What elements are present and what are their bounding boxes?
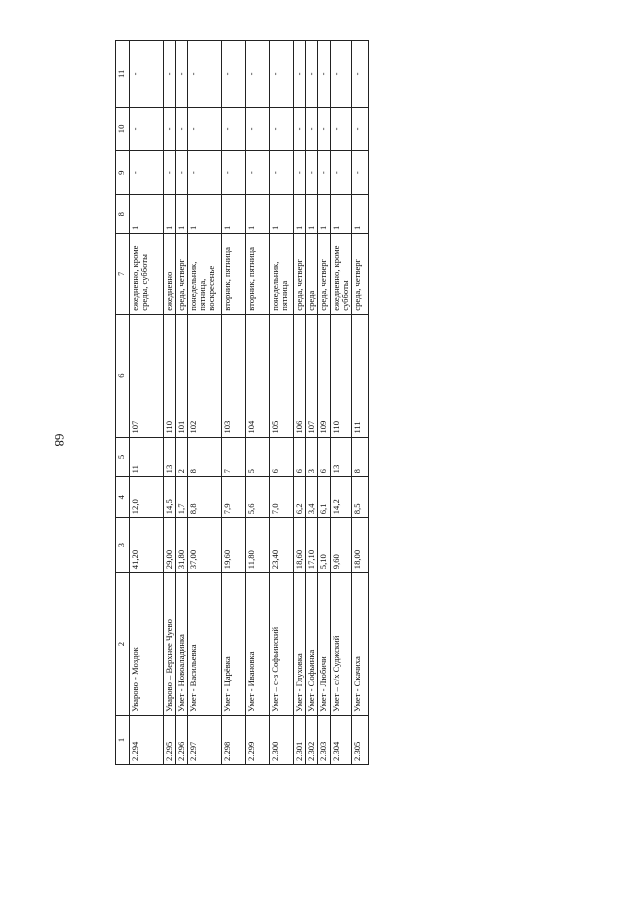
row-number-cell: 2.295 xyxy=(164,715,176,764)
col11-cell: - xyxy=(318,41,330,108)
schedule-cell: среда, четверг xyxy=(294,234,306,315)
col11-cell: - xyxy=(130,41,164,108)
col4-cell: 1,7 xyxy=(176,477,188,518)
col5-cell: 13 xyxy=(164,437,176,477)
col4-cell: 14,2 xyxy=(330,477,351,518)
col10-cell: - xyxy=(176,107,188,150)
schedule-cell: среда, четверг xyxy=(351,234,368,315)
col9-cell: - xyxy=(351,151,368,195)
col4-cell: 14,5 xyxy=(164,477,176,518)
col4-cell: 5,6 xyxy=(246,477,270,518)
table-row xyxy=(318,41,330,765)
col4-cell: 8,8 xyxy=(188,477,222,518)
table-row xyxy=(188,41,222,765)
table-row xyxy=(270,41,294,765)
distance-cell: 18,00 xyxy=(351,518,368,573)
column-header: 7 xyxy=(116,234,130,315)
col8-cell: 1 xyxy=(294,195,306,234)
col6-cell: 110 xyxy=(164,314,176,437)
route-name-cell: Умет - Софьинка xyxy=(306,573,318,716)
col8-cell: 1 xyxy=(176,195,188,234)
col6-cell: 107 xyxy=(130,314,164,437)
col9-cell: - xyxy=(294,151,306,195)
distance-cell: 11,80 xyxy=(246,518,270,573)
distance-cell: 23,40 xyxy=(270,518,294,573)
row-number-cell: 2.303 xyxy=(318,715,330,764)
col9-cell: - xyxy=(222,151,246,195)
col5-cell: 8 xyxy=(351,437,368,477)
col8-cell: 1 xyxy=(222,195,246,234)
col5-cell: 6 xyxy=(294,437,306,477)
schedule-cell: ежедневно, кроме среды, субботы xyxy=(130,234,164,315)
row-number-cell: 2.301 xyxy=(294,715,306,764)
schedule-cell: среда, четверг xyxy=(176,234,188,315)
col10-cell: - xyxy=(294,107,306,150)
col8-cell: 1 xyxy=(351,195,368,234)
col8-cell: 1 xyxy=(330,195,351,234)
col10-cell: - xyxy=(306,107,318,150)
table-row xyxy=(176,41,188,765)
col5-cell: 3 xyxy=(306,437,318,477)
col10-cell: - xyxy=(222,107,246,150)
col6-cell: 106 xyxy=(294,314,306,437)
col8-cell: 1 xyxy=(164,195,176,234)
col10-cell: - xyxy=(164,107,176,150)
col8-cell: 1 xyxy=(246,195,270,234)
col5-cell: 13 xyxy=(330,437,351,477)
route-name-cell: Умет - Глуховка xyxy=(294,573,306,716)
col6-cell: 107 xyxy=(306,314,318,437)
col10-cell: - xyxy=(130,107,164,150)
distance-cell: 5,10 xyxy=(318,518,330,573)
route-name-cell: Умет - Васильевка xyxy=(188,573,222,716)
routes-table xyxy=(115,40,369,765)
col6-cell: 104 xyxy=(246,314,270,437)
schedule-cell: ежедневно, кроме субботы xyxy=(330,234,351,315)
col11-cell: - xyxy=(294,41,306,108)
distance-cell: 9,60 xyxy=(330,518,351,573)
column-header: 11 xyxy=(116,41,130,108)
col8-cell: 1 xyxy=(318,195,330,234)
schedule-cell: среда xyxy=(306,234,318,315)
col10-cell: - xyxy=(330,107,351,150)
col9-cell: - xyxy=(246,151,270,195)
col5-cell: 2 xyxy=(176,437,188,477)
col4-cell: 7,9 xyxy=(222,477,246,518)
col6-cell: 105 xyxy=(270,314,294,437)
col8-cell: 1 xyxy=(306,195,318,234)
col9-cell: - xyxy=(270,151,294,195)
route-name-cell: Умет - Любичи xyxy=(318,573,330,716)
table-row xyxy=(164,41,176,765)
col10-cell: - xyxy=(270,107,294,150)
col5-cell: 6 xyxy=(270,437,294,477)
distance-cell: 31,80 xyxy=(176,518,188,573)
column-header: 10 xyxy=(116,107,130,150)
col4-cell: 8,5 xyxy=(351,477,368,518)
row-number-cell: 2.297 xyxy=(188,715,222,764)
col8-cell: 1 xyxy=(188,195,222,234)
rotated-table-container xyxy=(115,40,407,765)
table-row xyxy=(330,41,351,765)
column-header: 4 xyxy=(116,477,130,518)
col9-cell: - xyxy=(164,151,176,195)
col11-cell: - xyxy=(330,41,351,108)
route-name-cell: Умет - Скачиха xyxy=(351,573,368,716)
distance-cell: 18,60 xyxy=(294,518,306,573)
col11-cell: - xyxy=(222,41,246,108)
col5-cell: 6 xyxy=(318,437,330,477)
schedule-cell: среда, четверг xyxy=(318,234,330,315)
col10-cell: - xyxy=(246,107,270,150)
col10-cell: - xyxy=(351,107,368,150)
col9-cell: - xyxy=(176,151,188,195)
col9-cell: - xyxy=(188,151,222,195)
route-name-cell: Умет - Новоаладинка xyxy=(176,573,188,716)
table-row xyxy=(294,41,306,765)
col4-cell: 3,4 xyxy=(306,477,318,518)
col11-cell: - xyxy=(351,41,368,108)
route-name-cell: Умет - Царёвка xyxy=(222,573,246,716)
col9-cell: - xyxy=(306,151,318,195)
col6-cell: 109 xyxy=(318,314,330,437)
table-row xyxy=(306,41,318,765)
col4-cell: 7,0 xyxy=(270,477,294,518)
route-name-cell: Умет – с/х Суджский xyxy=(330,573,351,716)
row-number-cell: 2.304 xyxy=(330,715,351,764)
col9-cell: - xyxy=(330,151,351,195)
column-header: 1 xyxy=(116,715,130,764)
column-header: 9 xyxy=(116,151,130,195)
col11-cell: - xyxy=(164,41,176,108)
route-name-cell: Умет – с-з Софьинский xyxy=(270,573,294,716)
column-header: 6 xyxy=(116,314,130,437)
schedule-cell: ежедневно xyxy=(164,234,176,315)
col6-cell: 103 xyxy=(222,314,246,437)
route-name-cell: Уварово – Верхнее Чуево xyxy=(164,573,176,716)
col6-cell: 111 xyxy=(351,314,368,437)
col4-cell: 12,0 xyxy=(130,477,164,518)
row-number-cell: 2.299 xyxy=(246,715,270,764)
schedule-cell: вторник, пятница xyxy=(246,234,270,315)
col4-cell: 6,2 xyxy=(294,477,306,518)
col5-cell: 8 xyxy=(188,437,222,477)
distance-cell: 29,00 xyxy=(164,518,176,573)
col9-cell: - xyxy=(130,151,164,195)
col5-cell: 11 xyxy=(130,437,164,477)
col9-cell: - xyxy=(318,151,330,195)
col10-cell: - xyxy=(188,107,222,150)
column-header: 8 xyxy=(116,195,130,234)
row-number-cell: 2.298 xyxy=(222,715,246,764)
distance-cell: 17,10 xyxy=(306,518,318,573)
route-name-cell: Уварово - Моздок xyxy=(130,573,164,716)
table-row xyxy=(130,41,164,765)
table-row xyxy=(222,41,246,765)
column-header: 5 xyxy=(116,437,130,477)
col11-cell: - xyxy=(176,41,188,108)
col11-cell: - xyxy=(306,41,318,108)
distance-cell: 37,00 xyxy=(188,518,222,573)
schedule-cell: понедельник, пятница, воскресенье xyxy=(188,234,222,315)
column-header: 3 xyxy=(116,518,130,573)
col10-cell: - xyxy=(318,107,330,150)
col5-cell: 5 xyxy=(246,437,270,477)
col11-cell: - xyxy=(188,41,222,108)
col11-cell: - xyxy=(270,41,294,108)
column-number-header-row xyxy=(116,41,130,765)
row-number-cell: 2.305 xyxy=(351,715,368,764)
col11-cell: - xyxy=(246,41,270,108)
col6-cell: 101 xyxy=(176,314,188,437)
col6-cell: 102 xyxy=(188,314,222,437)
distance-cell: 41,20 xyxy=(130,518,164,573)
column-header: 2 xyxy=(116,573,130,716)
row-number-cell: 2.296 xyxy=(176,715,188,764)
col4-cell: 6,1 xyxy=(318,477,330,518)
row-number-cell: 2.302 xyxy=(306,715,318,764)
row-number-cell: 2.300 xyxy=(270,715,294,764)
col5-cell: 7 xyxy=(222,437,246,477)
schedule-cell: понедельник, пятница xyxy=(270,234,294,315)
col6-cell: 110 xyxy=(330,314,351,437)
col8-cell: 1 xyxy=(270,195,294,234)
schedule-cell: вторник, пятница xyxy=(222,234,246,315)
row-number-cell: 2.294 xyxy=(130,715,164,764)
page-number: 68 xyxy=(52,433,67,447)
table-row xyxy=(351,41,368,765)
table-row xyxy=(246,41,270,765)
col8-cell: 1 xyxy=(130,195,164,234)
distance-cell: 19,60 xyxy=(222,518,246,573)
route-name-cell: Умет - Ивановка xyxy=(246,573,270,716)
